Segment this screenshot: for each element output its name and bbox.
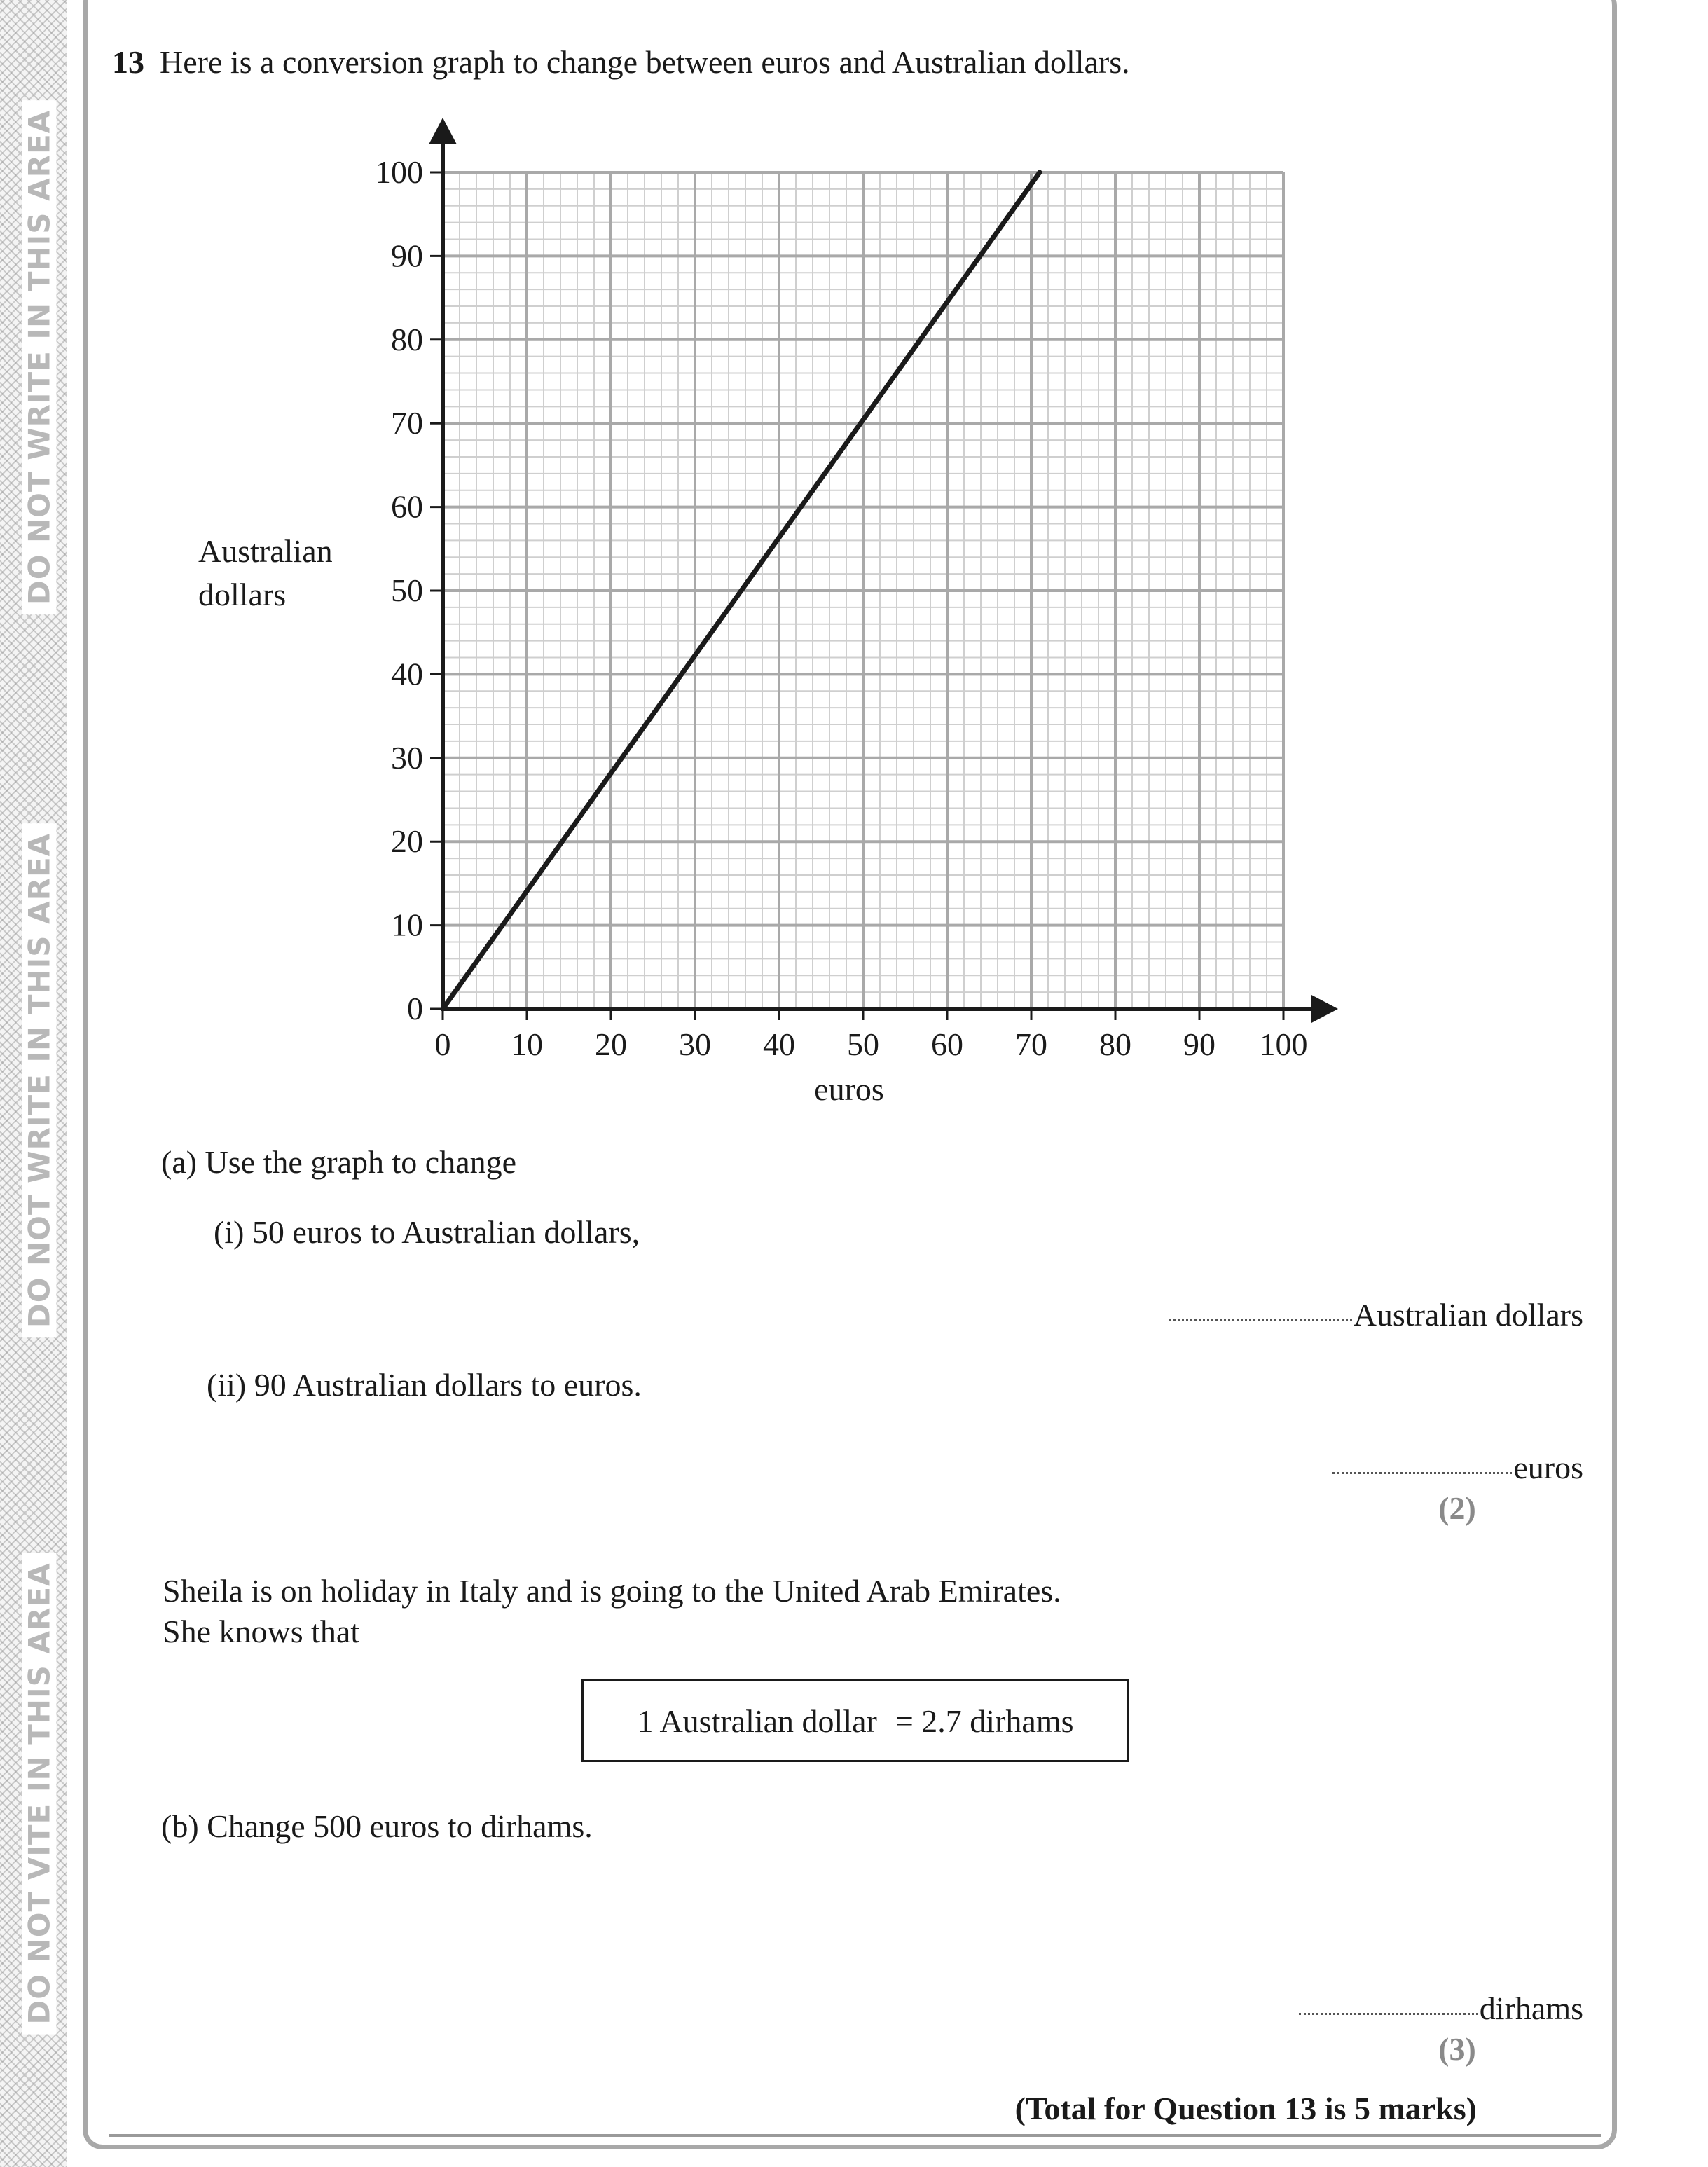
answer-dots[interactable] (1169, 1319, 1352, 1321)
x-tick-label: 10 (511, 1026, 543, 1062)
margin-warning-3: DO NOT VITE IN THIS AREA (22, 1553, 57, 2034)
answer-dots[interactable] (1299, 2013, 1478, 2015)
part-a-i-answer-line[interactable] (1169, 1296, 1583, 1333)
y-axis-label-line-1: Australian (198, 533, 333, 569)
question-total: (Total for Question 13 is 5 marks) (1014, 2091, 1477, 2126)
x-tick-label: 40 (763, 1026, 795, 1062)
part-a-i-unit: Australian dollars (1353, 1297, 1583, 1333)
x-tick-label: 60 (931, 1026, 963, 1062)
y-axis-label-line-2: dollars (198, 577, 287, 612)
y-tick-label: 10 (391, 907, 423, 943)
y-tick-label: 50 (391, 572, 423, 608)
x-tick-label: 0 (434, 1026, 451, 1062)
x-axis-label: euros (814, 1071, 884, 1107)
part-b-marks: (3) (1438, 2031, 1476, 2067)
y-tick-label: 40 (391, 656, 423, 692)
x-tick-label: 80 (1099, 1026, 1131, 1062)
x-tick-label: 90 (1183, 1026, 1215, 1062)
y-tick-label: 60 (391, 488, 423, 525)
question-number: 13 (112, 44, 144, 80)
part-a-i-question: (i) 50 euros to Australian dollars, (214, 1214, 640, 1250)
part-a-ii-question: (ii) 90 Australian dollars to euros. (207, 1367, 642, 1403)
x-axis-arrow (1311, 995, 1338, 1023)
part-b-question: (b) Change 500 euros to dirhams. (161, 1808, 593, 1844)
y-tick-label: 90 (391, 238, 423, 274)
x-tick-label: 20 (595, 1026, 627, 1062)
y-tick-label: 20 (391, 823, 423, 860)
y-tick-label: 30 (391, 739, 423, 776)
y-axis-arrow (429, 118, 457, 144)
y-tick-label: 80 (391, 321, 423, 357)
part-a-ii-answer-line[interactable] (1332, 1449, 1583, 1486)
part-a-ii-unit: euros (1513, 1450, 1583, 1485)
part-b-answer-line[interactable] (1299, 1990, 1583, 2027)
part-a-intro: (a) Use the graph to change (161, 1144, 517, 1180)
context-line-2: She knows that (163, 1614, 360, 1649)
question-intro: Here is a conversion graph to change between euros and Australian dollars. (160, 44, 1130, 80)
x-tick-label: 70 (1015, 1026, 1047, 1062)
y-tick-label: 0 (407, 991, 423, 1026)
answer-dots[interactable] (1332, 1472, 1512, 1474)
axes (429, 118, 1338, 1023)
margin-warning-2: DO NOT WRITE IN THIS AREA (22, 823, 57, 1337)
part-b-unit: dirhams (1479, 1990, 1583, 2026)
margin-warning-1: DO NOT WRITE IN THIS AREA (22, 100, 57, 614)
rate-right: = 2.7 dirhams (895, 1702, 1074, 1739)
grid-major (443, 172, 1283, 1009)
exchange-rate-box (581, 1679, 1129, 1762)
y-tick-label: 100 (375, 154, 423, 190)
x-tick-label: 50 (847, 1026, 879, 1062)
x-tick-label: 30 (679, 1026, 711, 1062)
bottom-rule (109, 2134, 1601, 2137)
rate-left: 1 Australian dollar (637, 1702, 877, 1739)
x-tick-label: 100 (1259, 1026, 1308, 1062)
part-a-marks: (2) (1438, 1490, 1476, 1526)
y-tick-label: 70 (391, 405, 423, 441)
context-line-1: Sheila is on holiday in Italy and is going to the United Arab Emirates. (163, 1573, 1061, 1609)
